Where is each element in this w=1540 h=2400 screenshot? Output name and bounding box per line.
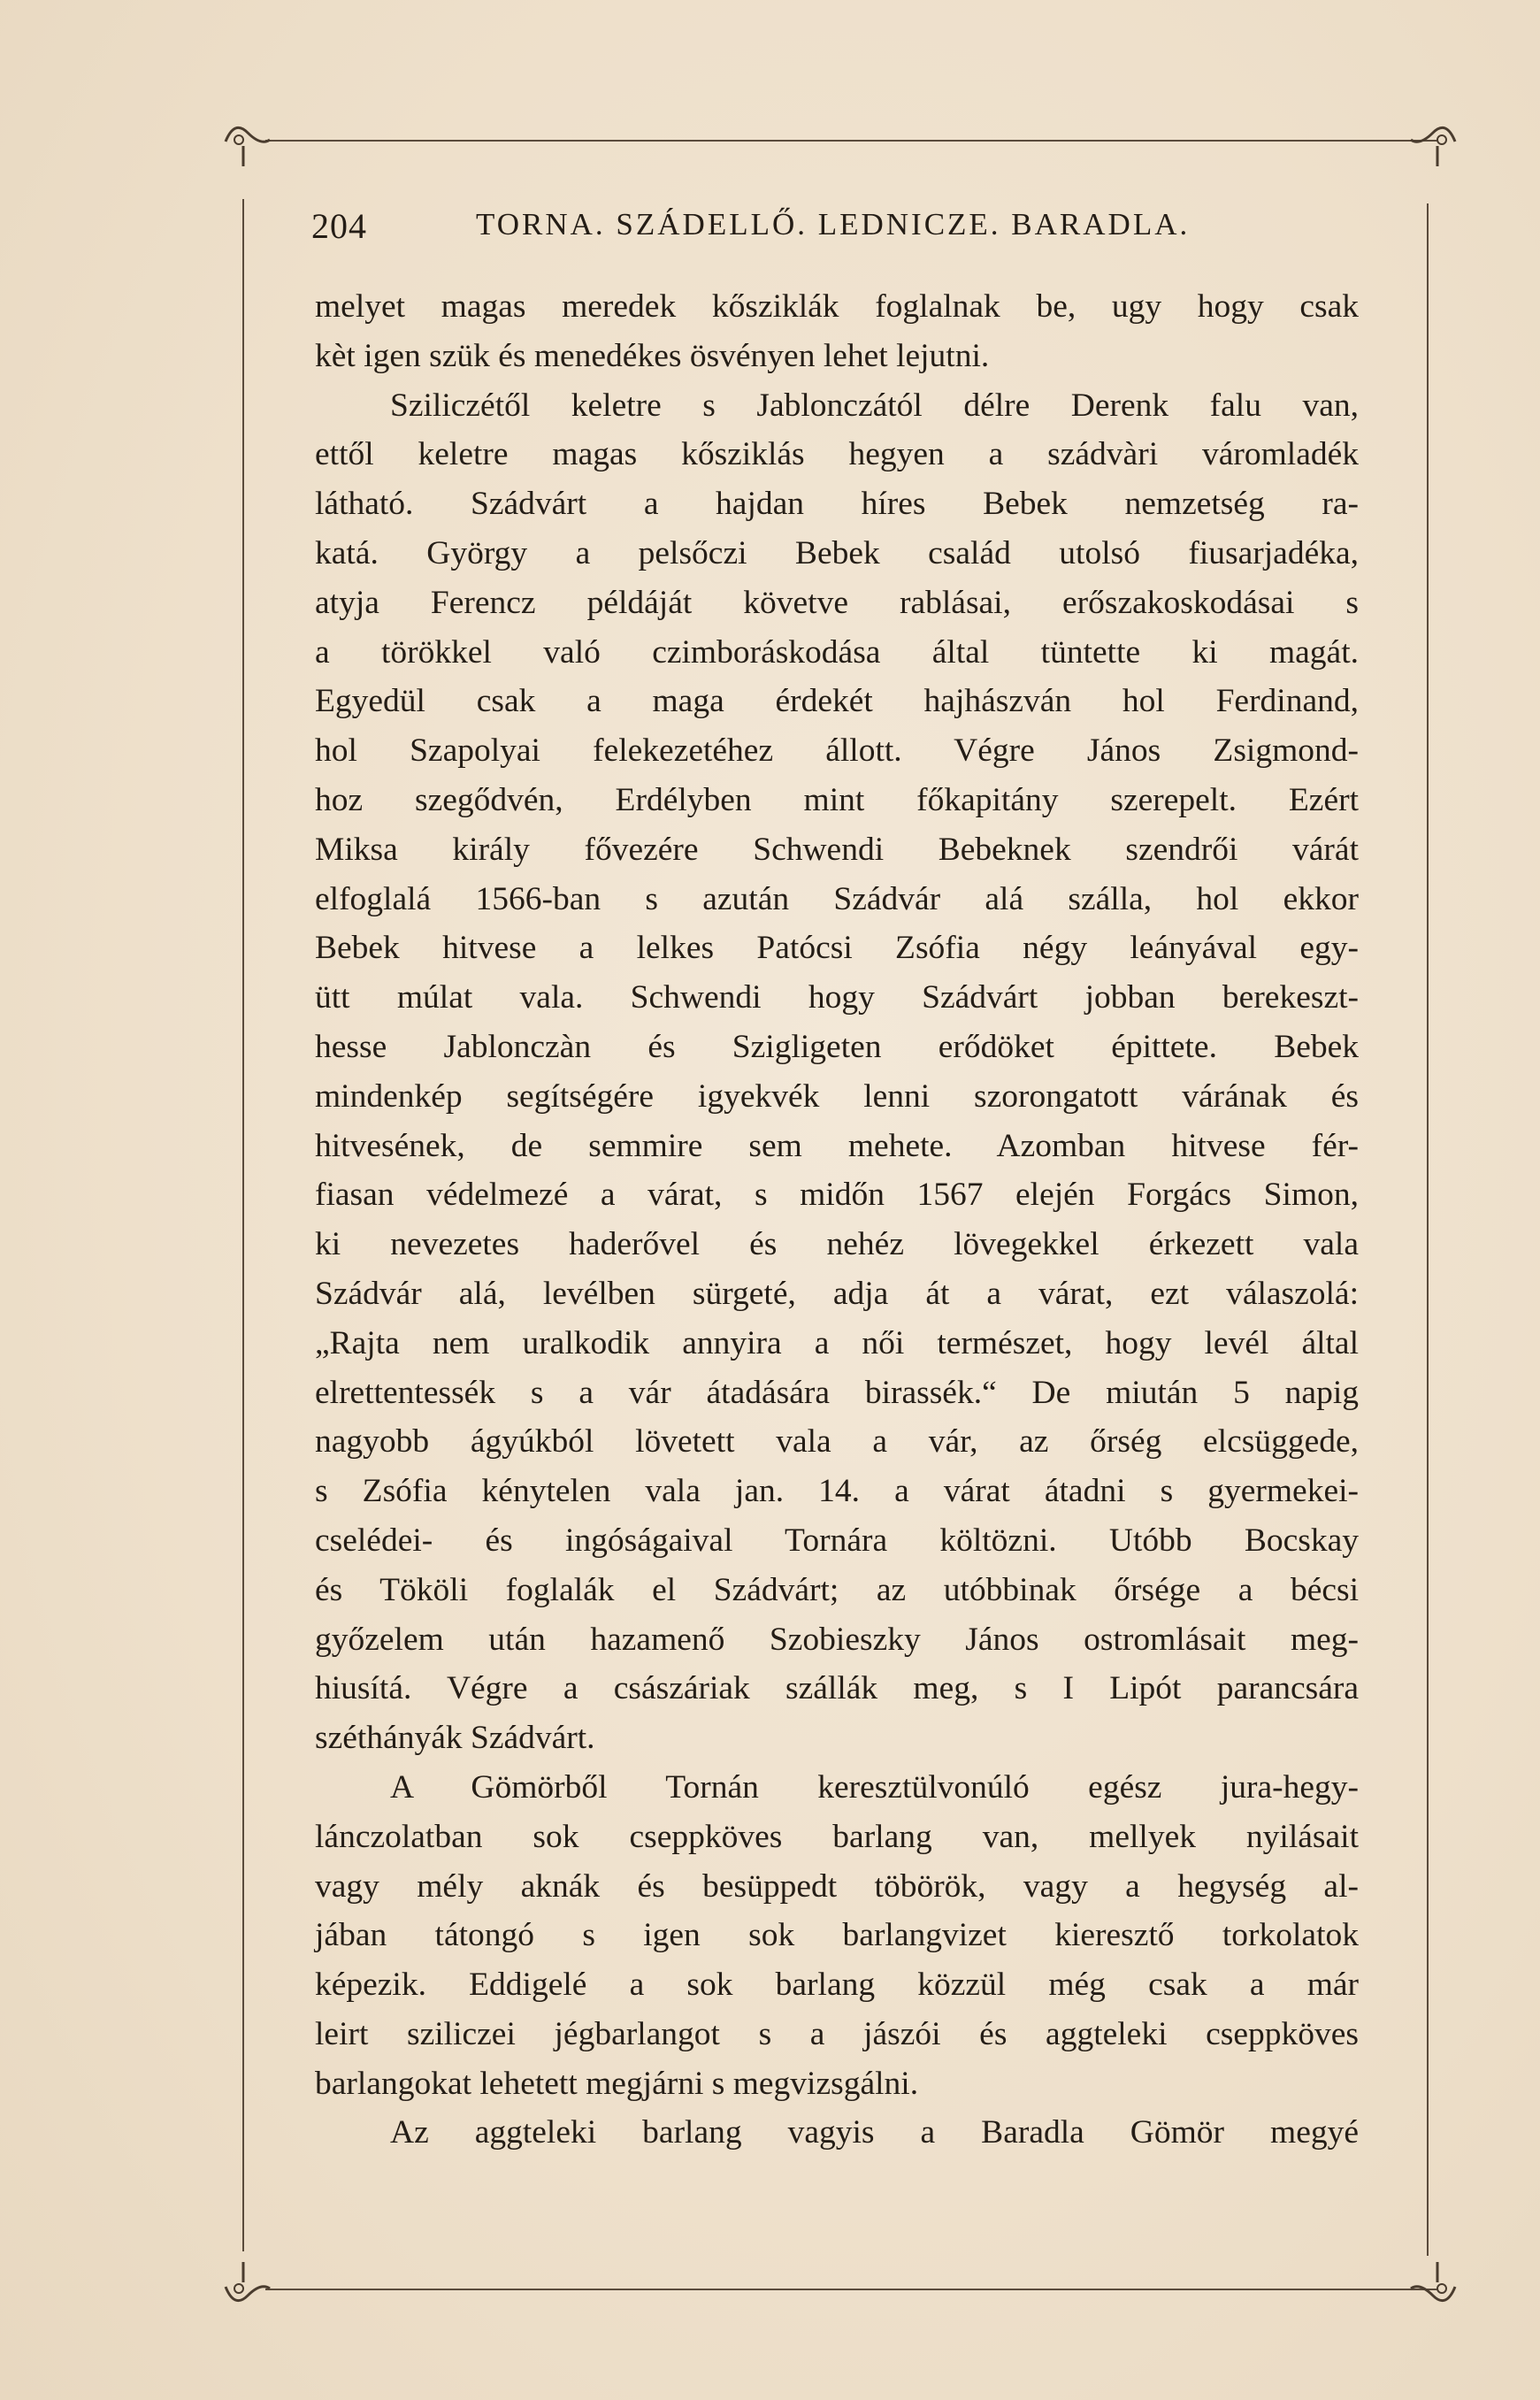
text-line: atyja Ferencz példáját követve rablásai, erőszakoskodásai s (315, 584, 1359, 621)
text-line: „Rajta nem uralkodik annyira a női természet, hogy levél által (315, 1324, 1359, 1361)
text-line: Bebek hitvese a lelkes Patócsi Zsófia négy leányával egy- (315, 930, 1359, 967)
left-rule (242, 199, 244, 2251)
top-rule (265, 140, 1437, 142)
text-line: barlangokat lehetett megjárni s megvizsgálni. (315, 2065, 919, 2102)
text-line: elrettentessék s a vár átadására birassék.“ De miután 5 napig (315, 1374, 1359, 1411)
bottom-rule (265, 2289, 1437, 2290)
text-line: hol Szapolyai felekezetéhez állott. Végre János Zsigmond- (315, 732, 1359, 770)
text-line: nagyobb ágyúkból lövetett vala a vár, az őrség elcsüggede, (315, 1423, 1359, 1461)
running-head: TORNA. SZÁDELLŐ. LEDNICZE. BARADLA. (476, 207, 1191, 242)
text-line: A Gömörből Tornán keresztülvonúló egész jura-hegy- (390, 1768, 1359, 1806)
text-line: hesse Jablonczàn és Szigligeten erődöket épittete. Bebek (315, 1028, 1359, 1065)
text-line: Szádvár alá, levélben sürgeté, adja át a várat, ezt válaszolá: (315, 1275, 1359, 1312)
text-line: Miksa király fővezére Schwendi Bebeknek szendrői várát (315, 831, 1359, 868)
text-line: Egyedül csak a maga érdekét hajhászván hol Ferdinand, (315, 683, 1359, 720)
text-line: ki nevezetes haderővel és nehéz lövegekkel érkezett vala (315, 1226, 1359, 1263)
text-line: melyet magas meredek kősziklák foglalnak be, ugy hogy csak (315, 288, 1359, 325)
text-line: látható. Szádvárt a hajdan híres Bebek nemzetség ra- (315, 486, 1359, 523)
text-line: ütt múlat vala. Schwendi hogy Szádvárt jobban berekeszt- (315, 979, 1359, 1016)
text-line: széthányák Szádvárt. (315, 1720, 595, 1757)
text-line: lánczolatban sok cseppköves barlang van, mellyek nyilásait (315, 1818, 1359, 1855)
body-text (315, 282, 1359, 2158)
text-line: elfoglalá 1566-ban s azután Szádvár alá szálla, hol ekkor (315, 880, 1359, 917)
text-line: jában tátongó s igen sok barlangvizet kieresztő torkolatok (315, 1917, 1359, 1954)
page-number: 204 (311, 206, 367, 246)
text-line: s Zsófia kénytelen vala jan. 14. a várat átadni s gyermekei- (315, 1473, 1359, 1510)
text-line: győzelem után hazamenő Szobieszky János ostromlásait meg- (315, 1621, 1359, 1658)
text-line: hitvesének, de semmire sem mehete. Azomban hitvese fér- (315, 1127, 1359, 1164)
text-line: fiasan védelmezé a várat, s midőn 1567 elején Forgács Simon, (315, 1177, 1359, 1214)
text-line: Az aggteleki barlang vagyis a Baradla Gömör megyé (390, 2114, 1359, 2151)
right-rule (1427, 203, 1429, 2256)
text-line: katá. György a pelsőczi Bebek család utolsó fiusarjadéka, (315, 534, 1359, 571)
text-line: leirt sziliczei jégbarlangot s a jászói és aggteleki cseppköves (315, 2015, 1359, 2052)
text-line: mindenkép segítségére igyekvék lenni szorongatott várának és (315, 1077, 1359, 1115)
text-line: és Tököli foglalák el Szádvárt; az utóbbinak őrsége a bécsi (315, 1571, 1359, 1608)
text-line: kèt igen szük és menedékes ösvényen lehet lejutni. (315, 337, 990, 374)
text-line: Sziliczétől keletre s Jablonczától délre Derenk falu van, (390, 387, 1359, 424)
text-line: hoz szegődvén, Erdélyben mint főkapitány szerepelt. Ezért (315, 781, 1359, 818)
text-line: képezik. Eddigelé a sok barlang közzül még csak a már (315, 1967, 1359, 2004)
text-line: ettől keletre magas kősziklás hegyen a szádvàri váromladék (315, 436, 1359, 473)
text-line: hiusítá. Végre a császáriak szállák meg, s I Lipót parancsára (315, 1670, 1359, 1707)
corner-ornament-top-right-icon (1406, 115, 1460, 168)
corner-ornament-bottom-right-icon (1406, 2260, 1460, 2313)
text-line: cselédei- és ingóságaival Tornára költözni. Utóbb Bocskay (315, 1522, 1359, 1559)
text-line: a törökkel való czimboráskodása által tüntette ki magát. (315, 633, 1359, 671)
text-line: vagy mély aknák és besüppedt töbörök, vagy a hegység al- (315, 1867, 1359, 1905)
corner-ornament-bottom-left-icon (221, 2260, 274, 2313)
corner-ornament-top-left-icon (221, 115, 274, 168)
